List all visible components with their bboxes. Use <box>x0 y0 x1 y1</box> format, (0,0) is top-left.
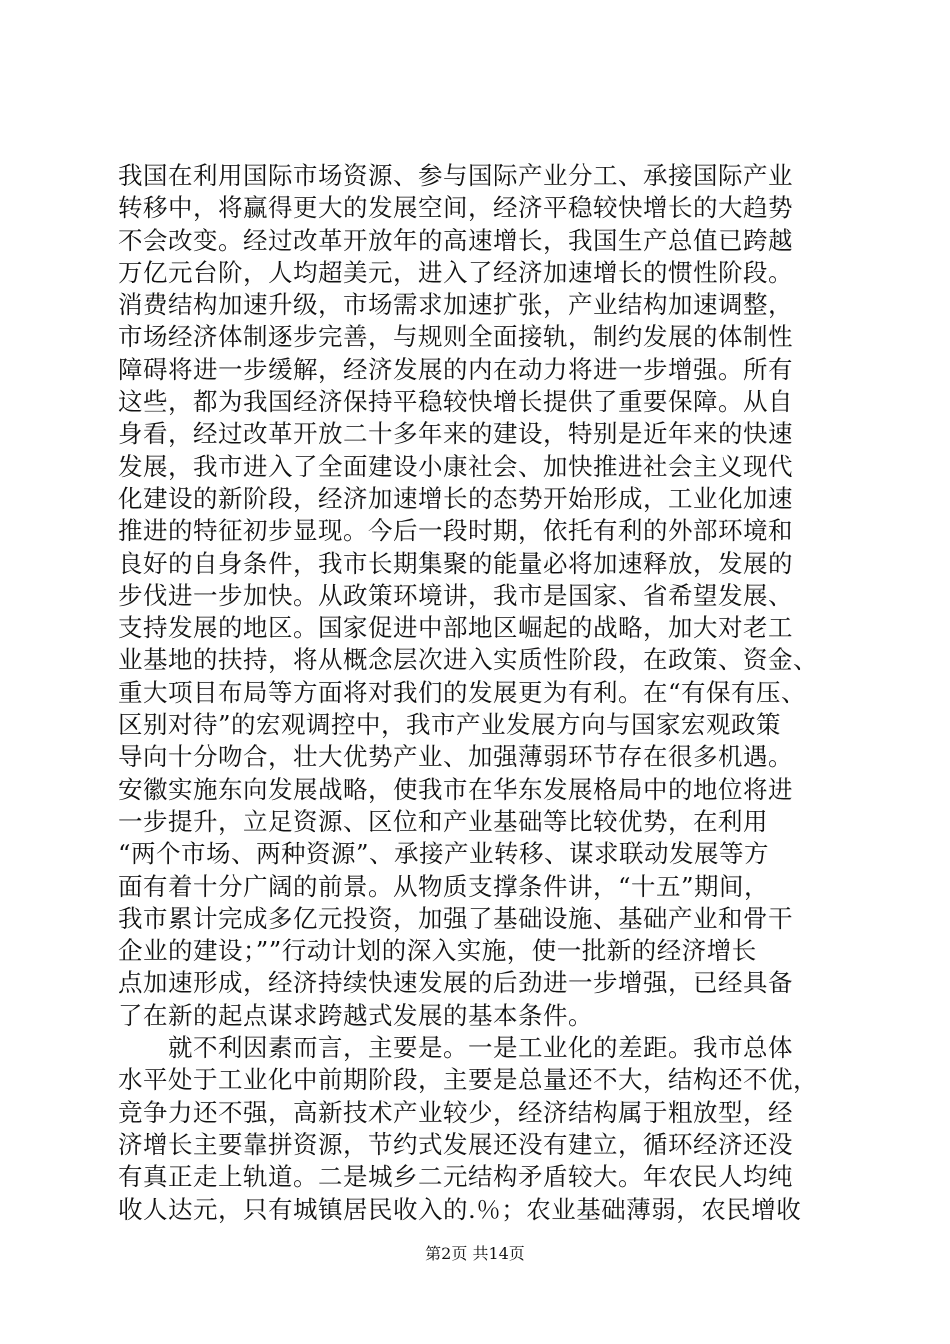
text-line: 我市累计完成多亿元投资，加强了基础设施、基础产业和骨干 <box>118 903 793 933</box>
text-line: 面有着十分广阔的前景。从物质支撑条件讲，“十五”期间， <box>118 871 770 901</box>
text-line: 点加速形成，经济持续快速发展的后劲进一步增强，已经具备 <box>118 968 793 998</box>
text-line: 导向十分吻合，壮大优势产业、加强薄弱环节存在很多机遇。 <box>118 742 793 772</box>
text-line: 企业的建设；””行动计划的深入实施，使一批新的经济增长 <box>118 936 757 966</box>
text-line: 转移中，将赢得更大的发展空间，经济平稳较快增长的大趋势 <box>118 193 793 223</box>
text-line: “两个市场、两种资源”、承接产业转移、谋求联动发展等方 <box>118 839 770 869</box>
text-line: 支持发展的地区。国家促进中部地区崛起的战略，加大对老工 <box>118 613 793 643</box>
text-line: 步伐进一步加快。从政策环境讲，我市是国家、省希望发展、 <box>118 580 793 610</box>
text-line: 良好的自身条件，我市长期集聚的能量必将加速释放，发展的 <box>118 548 793 578</box>
text-line: 收人达元，只有城镇居民收入的.％；农业基础薄弱，农民增收 <box>118 1194 802 1224</box>
text-line: 业基地的扶持，将从概念层次进入实质性阶段，在政策、资金、 <box>118 645 818 675</box>
text-line: 障碍将进一步缓解，经济发展的内在动力将进一步增强。所有 <box>118 354 793 384</box>
text-line: 万亿元台阶，人均超美元，进入了经济加速增长的惯性阶段。 <box>118 257 793 287</box>
text-line: 就不利因素而言，主要是。一是工业化的差距。我市总体 <box>118 1033 793 1063</box>
page-footer: 第2页 共14页 <box>425 1244 525 1263</box>
text-line: 区别对待”的宏观调控中，我市产业发展方向与国家宏观政策 <box>118 710 782 740</box>
text-line: 了在新的起点谋求跨越式发展的基本条件。 <box>118 1000 593 1030</box>
text-line: 推进的特征初步显现。今后一段时期，依托有利的外部环境和 <box>118 516 793 546</box>
text-line: 一步提升，立足资源、区位和产业基础等比较优势，在利用 <box>118 806 768 836</box>
text-line: 身看，经过改革开放二十多年来的建设，特别是近年来的快速 <box>118 419 793 449</box>
body-text <box>118 160 838 1226</box>
text-line: 这些，都为我国经济保持平稳较快增长提供了重要保障。从自 <box>118 387 793 417</box>
text-line: 竞争力还不强，高新技术产业较少，经济结构属于粗放型，经 <box>118 1097 793 1127</box>
text-line: 不会改变。经过改革开放年的高速增长，我国生产总值已跨越 <box>118 225 793 255</box>
text-line: 我国在利用国际市场资源、参与国际产业分工、承接国际产业 <box>118 161 793 190</box>
text-line: 济增长主要靠拼资源，节约式发展还没有建立，循环经济还没 <box>118 1129 793 1159</box>
text-line: 化建设的新阶段，经济加速增长的态势开始形成，工业化加速 <box>118 483 793 513</box>
text-line: 发展，我市进入了全面建设小康社会、加快推进社会主义现代 <box>118 451 793 481</box>
text-line: 市场经济体制逐步完善，与规则全面接轨，制约发展的体制性 <box>118 322 793 352</box>
text-line: 水平处于工业化中前期阶段，主要是总量还不大，结构还不优， <box>118 1065 818 1095</box>
text-line: 消费结构加速升级，市场需求加速扩张，产业结构加速调整， <box>118 290 793 320</box>
text-line: 有真正走上轨道。二是城乡二元结构矛盾较大。年农民人均纯 <box>118 1162 793 1192</box>
text-line: 安徽实施东向发展战略，使我市在华东发展格局中的地位将进 <box>118 774 793 804</box>
text-line: 重大项目布局等方面将对我们的发展更为有利。在“有保有压、 <box>118 677 807 707</box>
